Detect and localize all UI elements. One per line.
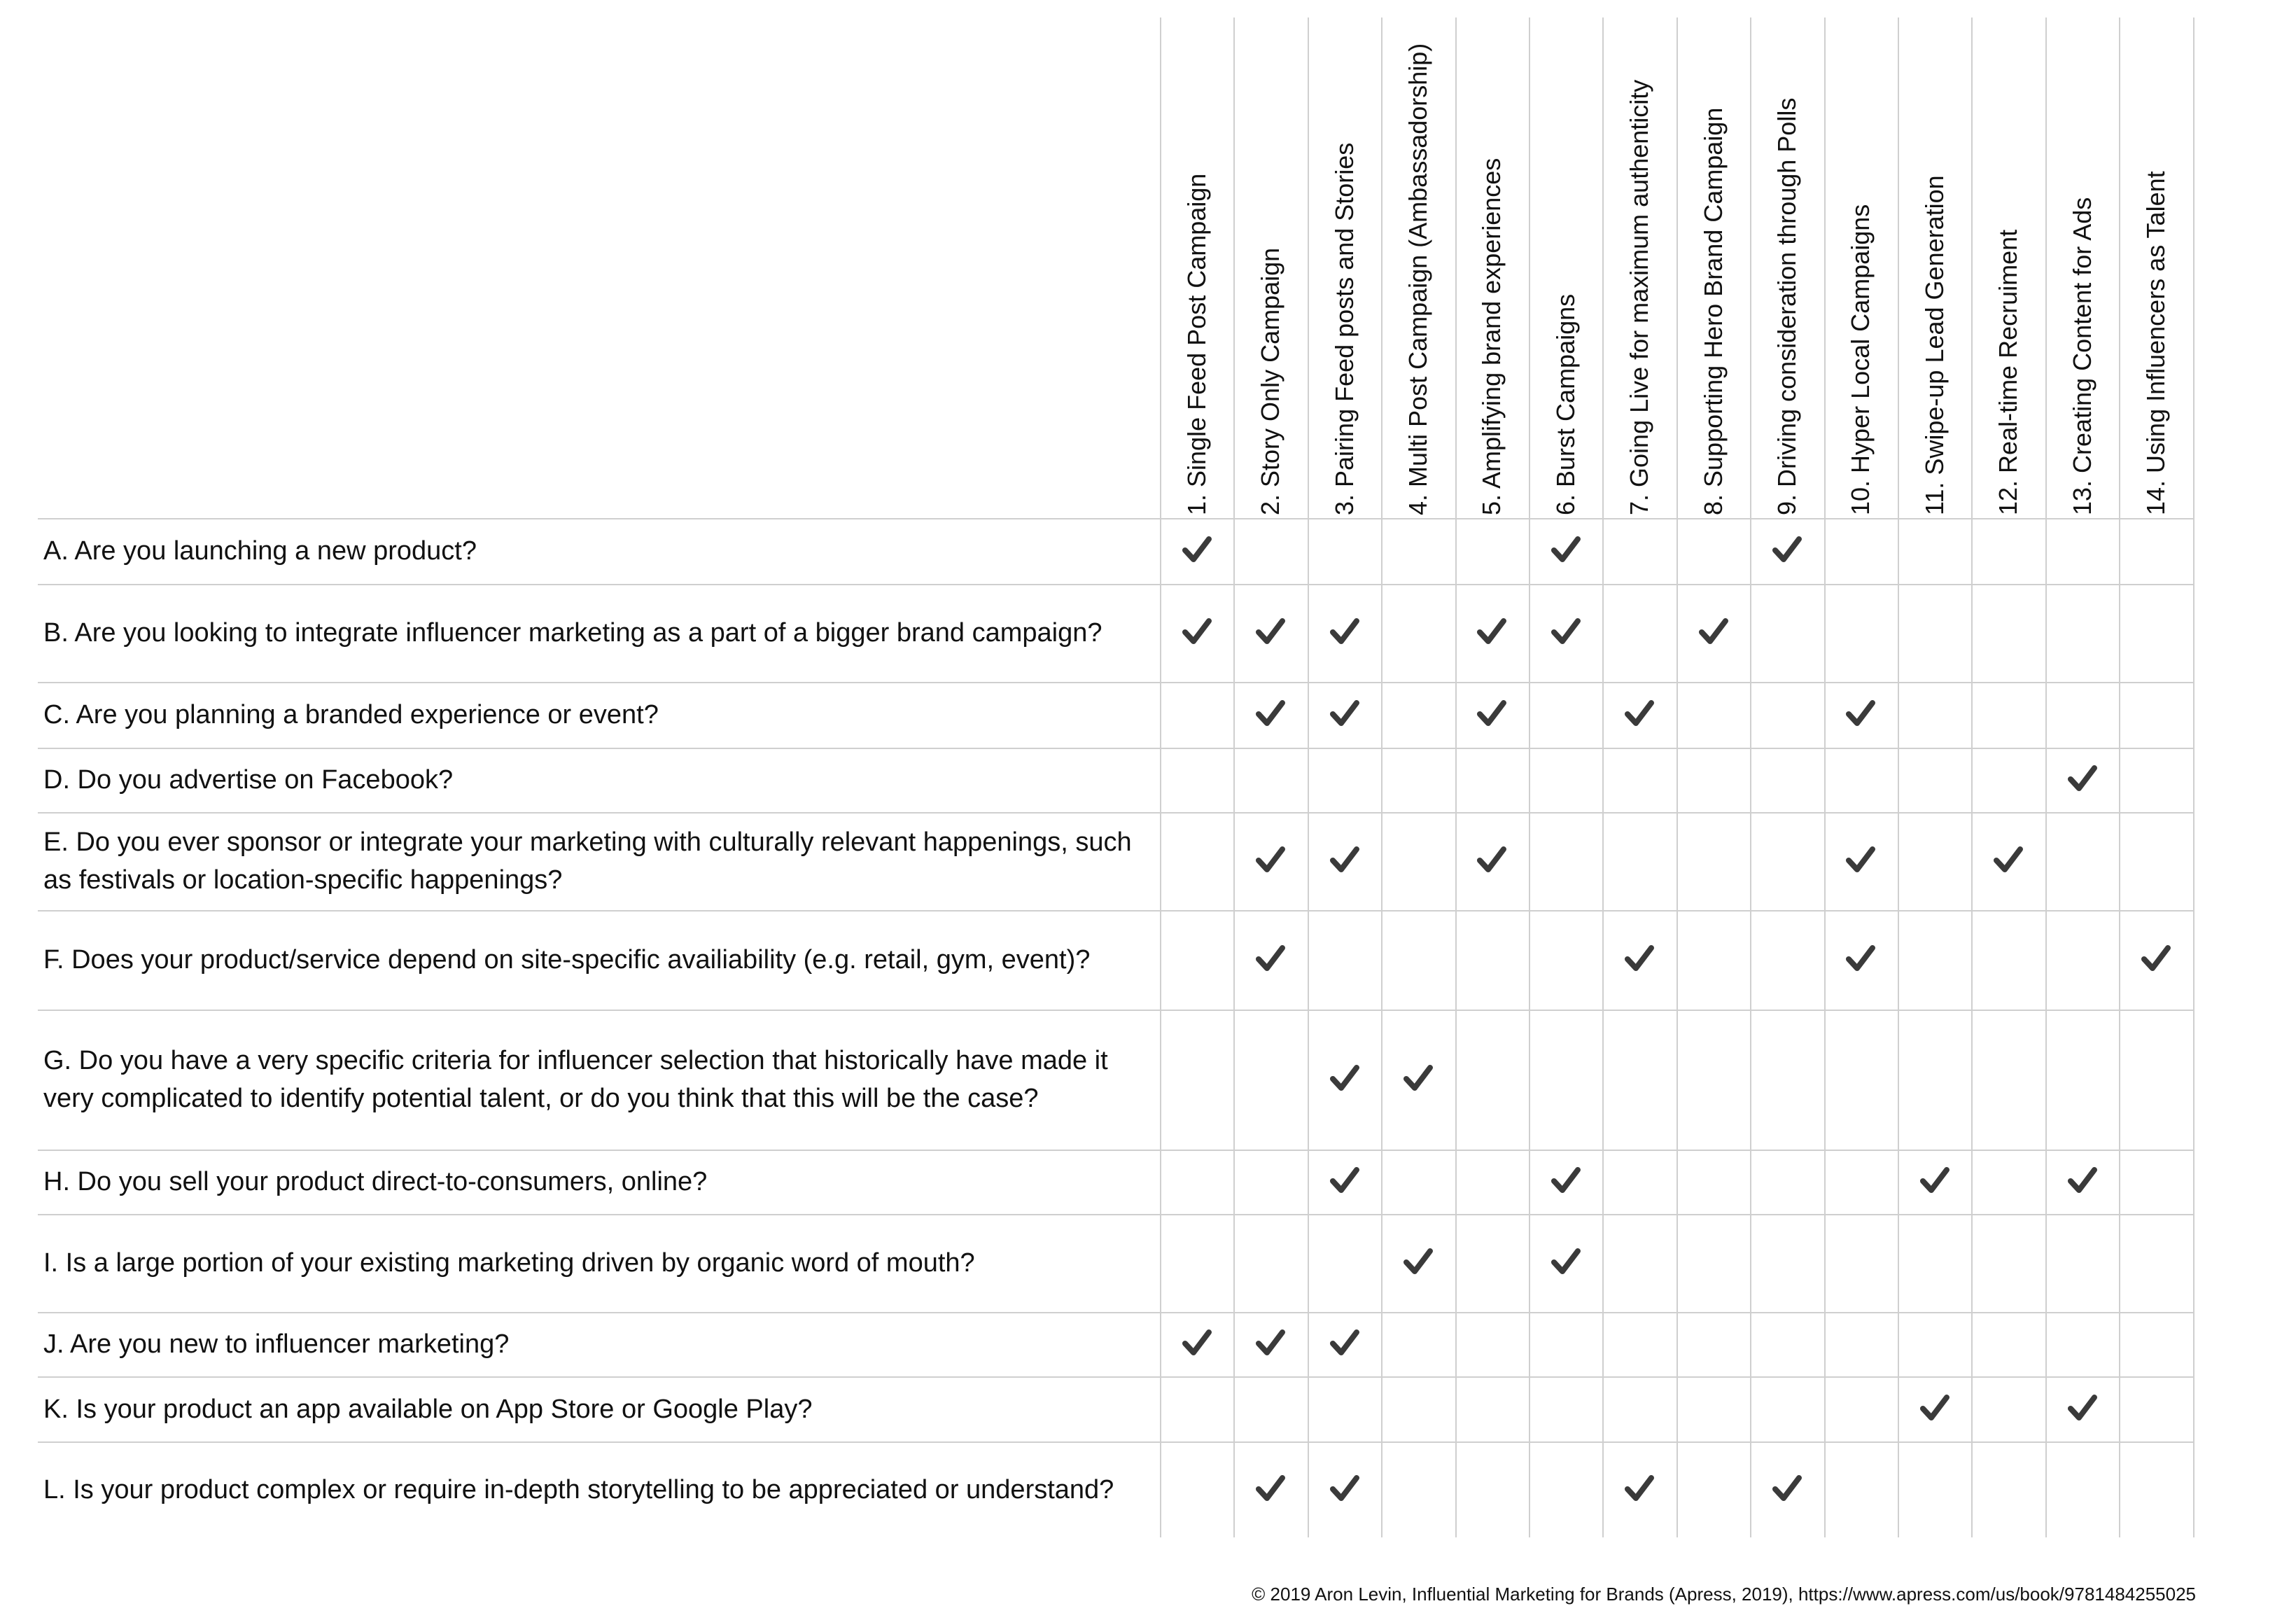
check-mark-icon — [1328, 697, 1362, 730]
question-text: B. Are you looking to integrate influencer marketing as a part of a bigger brand campaign? — [43, 618, 1102, 648]
check-mark-icon — [1328, 615, 1362, 648]
check-mark-icon — [1254, 615, 1287, 648]
column-divider — [1602, 18, 1604, 1537]
question-text: D. Do you advertise on Facebook? — [43, 765, 454, 795]
check-mark-icon — [1844, 942, 1877, 975]
check-mark-icon — [2066, 1164, 2099, 1197]
column-divider — [1455, 18, 1457, 1537]
column-header-label: 9. Driving consideration through Polls — [1772, 97, 1801, 515]
column-header-label: 4. Multi Post Campaign (Ambassadorship) — [1404, 43, 1432, 515]
check-mark-icon — [1623, 1472, 1656, 1505]
check-mark-icon — [1475, 843, 1508, 877]
check-mark-icon — [2066, 1391, 2099, 1425]
check-mark-icon — [1180, 1326, 1214, 1360]
column-divider — [1381, 18, 1382, 1537]
question-text: L. Is your product complex or require in-depth storytelling to be appreciated or understand? — [43, 1474, 1114, 1504]
check-mark-icon — [1697, 615, 1730, 648]
check-mark-icon — [1254, 942, 1287, 975]
question-text: K. Is your product an app available on App Store or Google Play? — [43, 1394, 813, 1424]
column-header-label: 8. Supporting Hero Brand Campaign — [1699, 107, 1728, 515]
column-divider — [1529, 18, 1530, 1537]
check-mark-icon — [1549, 533, 1583, 566]
check-mark-icon — [1549, 615, 1583, 648]
check-mark-icon — [1918, 1391, 1952, 1425]
check-mark-icon — [2139, 942, 2173, 975]
check-mark-icon — [1254, 843, 1287, 877]
column-divider — [1233, 18, 1235, 1537]
column-header-label: 2. Story Only Campaign — [1256, 247, 1284, 515]
column-header-label: 10. Hyper Local Campaigns — [1846, 204, 1875, 515]
column-divider — [1308, 18, 1309, 1537]
column-divider — [1160, 18, 1161, 1537]
check-mark-icon — [1254, 1326, 1287, 1360]
column-divider — [2045, 18, 2047, 1537]
column-divider — [1971, 18, 1973, 1537]
column-divider — [1750, 18, 1751, 1537]
question-text: F. Does your product/service depend on site-specific availiability (e.g. retail, gym, event)? — [43, 945, 1091, 975]
column-divider — [1676, 18, 1678, 1537]
check-mark-icon — [1770, 533, 1804, 566]
column-header-label: 14. Using Influencers as Talent — [2141, 171, 2170, 515]
check-mark-icon — [1328, 1061, 1362, 1095]
check-mark-icon — [1401, 1061, 1435, 1095]
column-header-label: 7. Going Live for maximum authenticity — [1625, 79, 1653, 515]
question-text: I. Is a large portion of your existing marketing driven by organic word of mouth? — [43, 1248, 975, 1278]
check-mark-icon — [1844, 843, 1877, 877]
question-text: J. Are you new to influencer marketing? — [43, 1329, 510, 1359]
check-mark-icon — [1475, 697, 1508, 730]
check-mark-icon — [1770, 1472, 1804, 1505]
check-mark-icon — [1254, 1472, 1287, 1505]
check-mark-icon — [1180, 533, 1214, 566]
check-mark-icon — [1328, 843, 1362, 877]
column-header-label: 1. Single Feed Post Campaign — [1182, 173, 1211, 515]
column-header-label: 13. Creating Content for Ads — [2068, 197, 2096, 515]
check-mark-icon — [1991, 843, 2025, 877]
check-mark-icon — [2066, 762, 2099, 795]
check-mark-icon — [1623, 942, 1656, 975]
column-divider — [2193, 18, 2194, 1537]
column-divider — [1898, 18, 1899, 1537]
question-text: A. Are you launching a new product? — [43, 536, 477, 566]
check-mark-icon — [1180, 615, 1214, 648]
check-mark-icon — [1254, 697, 1287, 730]
question-text: H. Do you sell your product direct-to-consumers, online? — [43, 1167, 708, 1196]
column-divider — [2119, 18, 2120, 1537]
check-mark-icon — [1475, 615, 1508, 648]
check-mark-icon — [1549, 1245, 1583, 1278]
check-mark-icon — [1328, 1164, 1362, 1197]
check-mark-icon — [1918, 1164, 1952, 1197]
question-text: G. Do you have a very specific criteria for influencer selection that historically have made it very complicated to identify potential talent, or do you think that this will be the case? — [43, 1046, 1108, 1113]
question-text: C. Are you planning a branded experience or event? — [43, 700, 659, 729]
check-mark-icon — [1328, 1472, 1362, 1505]
check-mark-icon — [1623, 697, 1656, 730]
question-text: E. Do you ever sponsor or integrate your marketing with culturally relevant happenings, such as festivals or location-specific happenings? — [43, 828, 1132, 895]
column-header-label: 3. Pairing Feed posts and Stories — [1330, 142, 1359, 515]
column-header-label: 6. Burst Campaigns — [1551, 293, 1580, 515]
check-mark-icon — [1328, 1326, 1362, 1360]
column-header-label: 12. Real-time Recruiment — [1994, 229, 2022, 515]
check-mark-icon — [1401, 1245, 1435, 1278]
check-mark-icon — [1844, 697, 1877, 730]
column-header-label: 5. Amplifying brand experiences — [1477, 158, 1506, 515]
column-divider — [1824, 18, 1826, 1537]
column-header-label: 11. Swipe-up Lead Generation — [1920, 175, 1949, 515]
check-mark-icon — [1549, 1164, 1583, 1197]
copyright-footer: © 2019 Aron Levin, Influential Marketing for Brands (Apress, 2019), https://www.apress.com/us/book/9781484255025 — [1252, 1584, 2196, 1605]
